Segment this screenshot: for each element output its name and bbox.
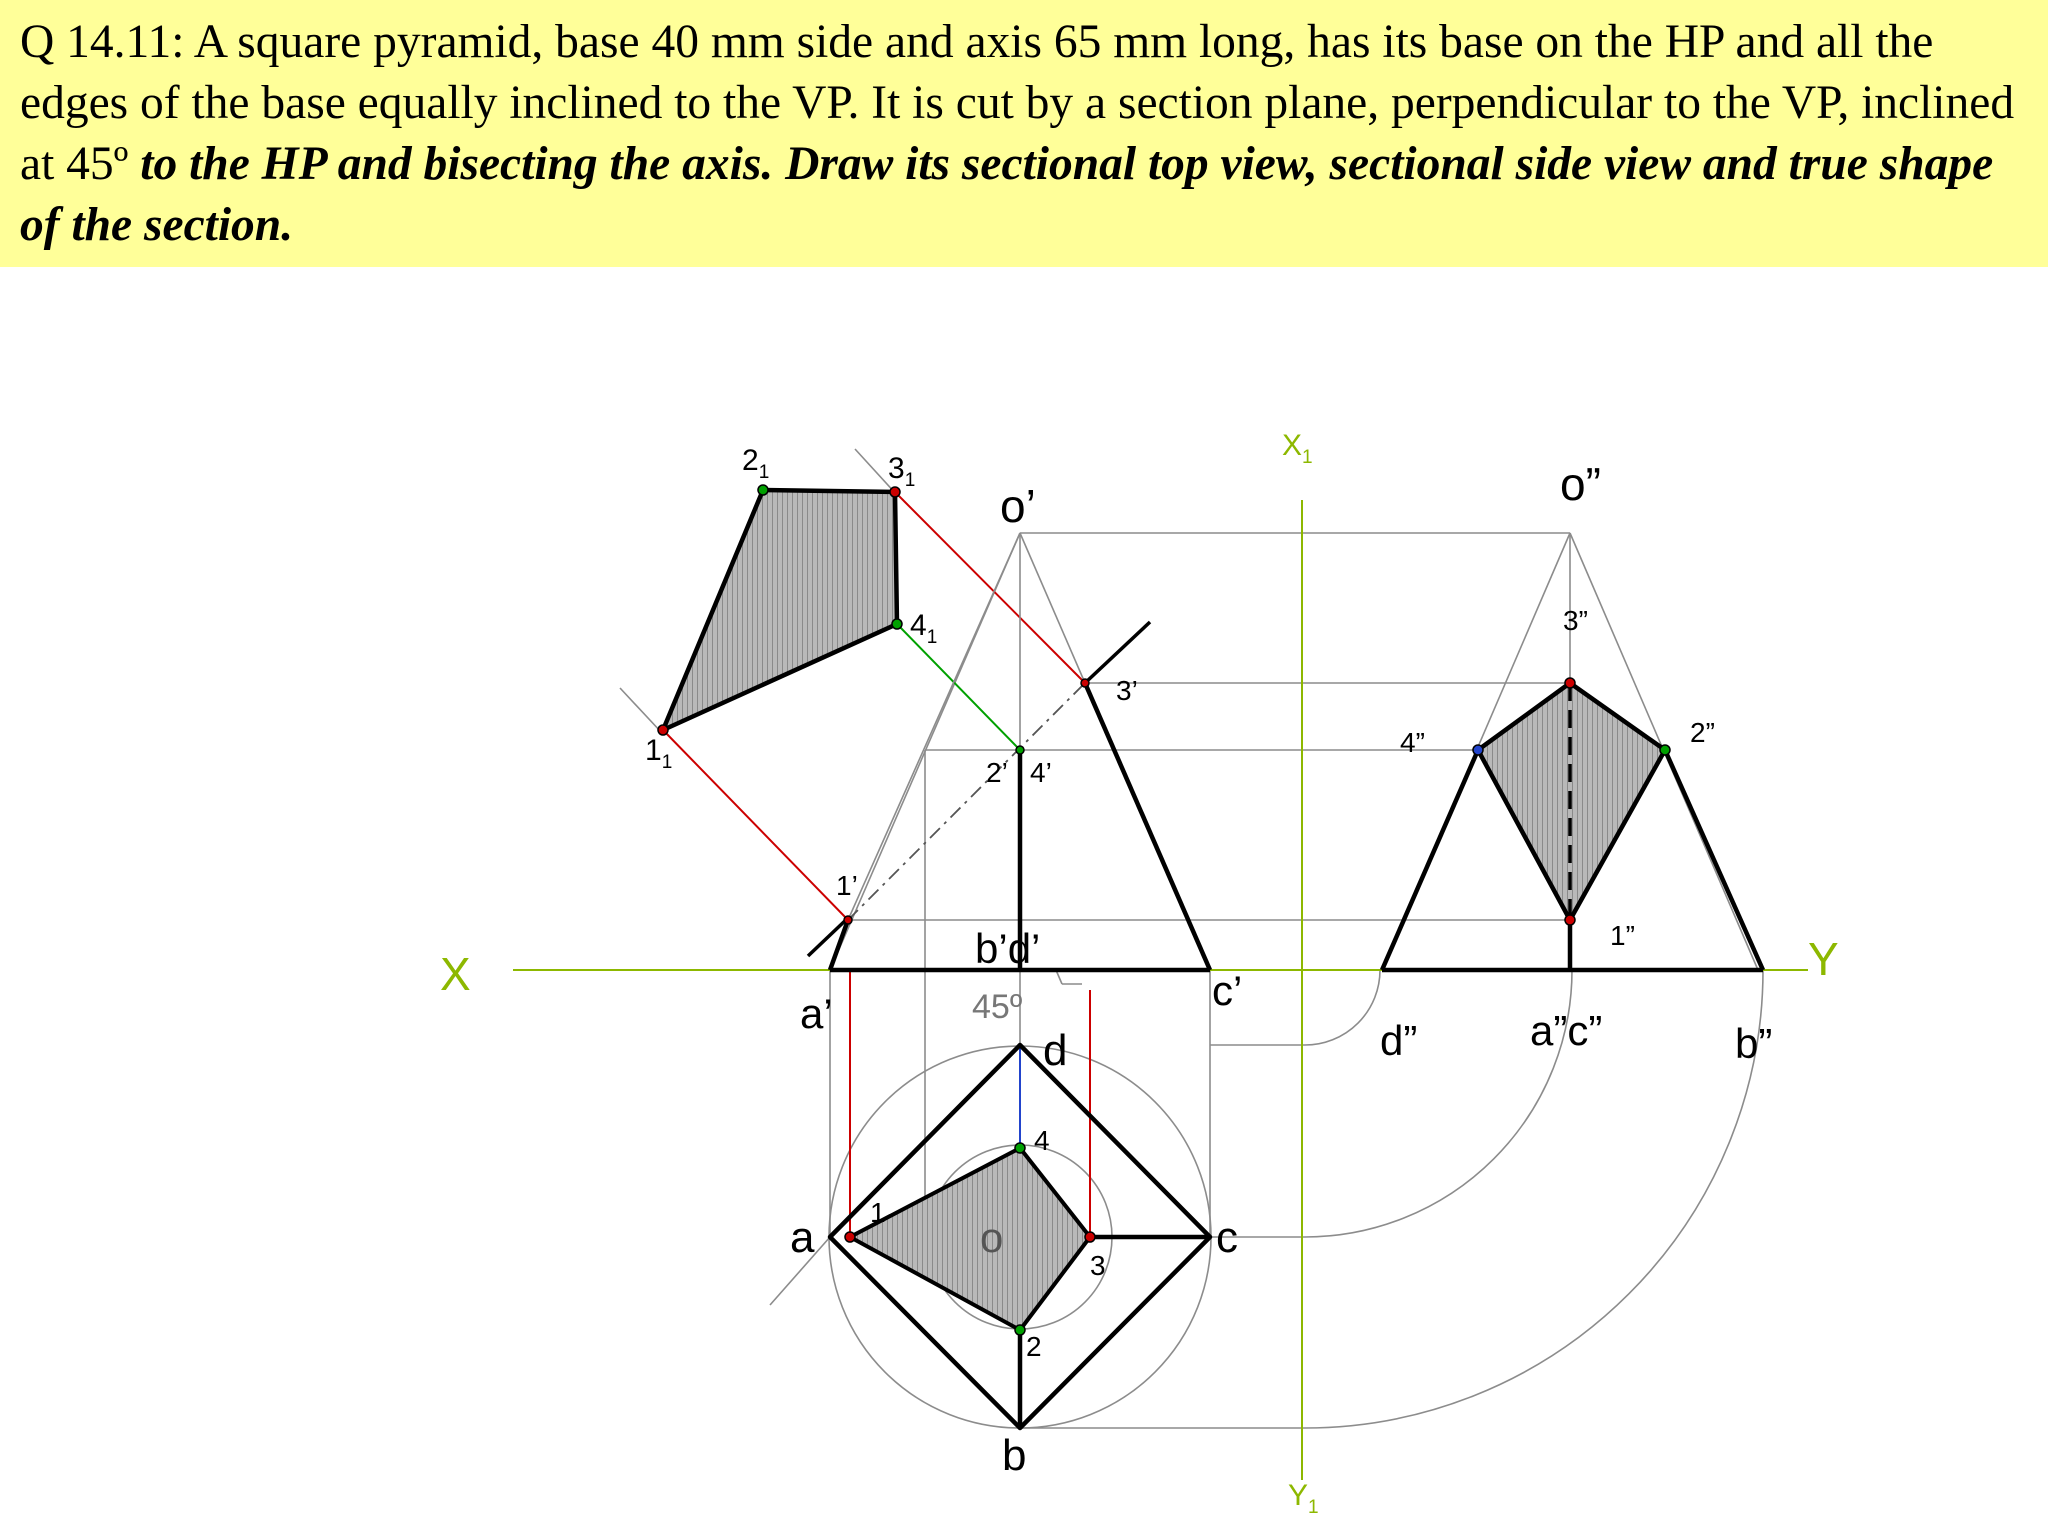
true-shape-section (663, 490, 897, 730)
ts2-subscript: 1 (758, 462, 770, 483)
x1-label (1282, 429, 1313, 468)
label-1-side: 1” (1610, 920, 1635, 951)
true-shape-point-2 (758, 485, 768, 495)
y1-letter: Y (1288, 1479, 1309, 1512)
ts4-number: 4 (910, 609, 927, 642)
label-c-front: c’ (1212, 967, 1243, 1014)
drawing-labels (440, 429, 1839, 1518)
label-4-front: 4’ (1030, 757, 1052, 788)
ts3-number: 3 (888, 452, 905, 485)
top-point-4 (1015, 1143, 1025, 1153)
label-a-front: a’ (800, 990, 833, 1037)
label-3-front: 3’ (1116, 675, 1138, 706)
label-b-side: b” (1735, 1020, 1773, 1067)
red-projector-3 (895, 492, 1085, 683)
red-projector-1 (663, 730, 848, 920)
label-1-top: 1 (870, 1197, 886, 1228)
label-4-side: 4” (1400, 727, 1425, 758)
section-plane-end-upper (1085, 622, 1150, 683)
side-point-4 (1473, 745, 1483, 755)
x1-subscript: 1 (1302, 447, 1313, 468)
side-point-2 (1660, 745, 1670, 755)
side-point-1 (1565, 915, 1575, 925)
label-3-top: 3 (1090, 1250, 1106, 1281)
ts1-subscript: 1 (661, 752, 673, 773)
label-1-true-shape (645, 734, 672, 773)
true-shape-point-4 (892, 619, 902, 629)
true-shape-point-3 (890, 487, 900, 497)
label-o-front: o’ (1000, 480, 1036, 532)
true-shape-normal-1 (620, 688, 662, 733)
label-o-side: o” (1560, 458, 1601, 510)
front-point-3 (1081, 679, 1089, 687)
ts1-number: 1 (645, 734, 662, 767)
label-2-true-shape (742, 444, 769, 483)
top-point-3 (1085, 1232, 1095, 1242)
ts3-subscript: 1 (904, 470, 916, 491)
label-d-side: d” (1380, 1017, 1418, 1064)
x1-letter: X (1282, 429, 1303, 462)
y1-label (1288, 1479, 1319, 1518)
front-point-1 (844, 916, 852, 924)
label-2-top: 2 (1026, 1331, 1042, 1362)
question-lead: Q 14.11: A square pyramid, base 40 mm side and axis 65 mm long, has its base on the HP and all the edges of the base equally inclined to the VP. It is cut by a section plane, perpendicular to the VP, inclined at 45 (20, 16, 2015, 190)
label-3-true-shape (888, 452, 915, 491)
label-b-top: b (1002, 1431, 1027, 1480)
side-edge-d (1382, 750, 1478, 970)
d-quarter-arc (1305, 970, 1380, 1045)
label-4-top: 4 (1034, 1125, 1050, 1156)
label-o-top: o (980, 1214, 1004, 1261)
label-a-top: a (790, 1213, 815, 1262)
question-emphasis: to the HP and bisecting the axis. Draw its sectional top view, sectional side view and true shape of the section. (20, 138, 1994, 251)
section-plane-trace (848, 683, 1085, 920)
front-apex-edge-right (1020, 533, 1085, 683)
front-edge-o-c (1085, 683, 1210, 970)
y1-subscript: 1 (1308, 1497, 1319, 1518)
side-edge-b (1665, 750, 1763, 970)
label-2-side: 2” (1690, 717, 1715, 748)
top-sectional-area (850, 1148, 1090, 1330)
green-projector-24 (897, 624, 1020, 750)
label-bd-front: b’d’ (975, 925, 1041, 972)
ts2-number: 2 (742, 444, 759, 477)
top-point-1 (845, 1232, 855, 1242)
label-ac-side: a”c” (1530, 1007, 1603, 1054)
front-point-24 (1016, 746, 1024, 754)
label-3-side: 3” (1563, 605, 1588, 636)
label-1-front: 1’ (836, 870, 858, 901)
top-point-2 (1015, 1325, 1025, 1335)
label-c-top: c (1216, 1213, 1238, 1262)
label-angle: 45º (972, 988, 1023, 1026)
degree-mark: º (113, 138, 129, 190)
label-d-top: d (1043, 1026, 1068, 1075)
ts4-subscript: 1 (926, 627, 938, 648)
x-label: X (440, 948, 471, 1000)
side-point-3 (1565, 678, 1575, 688)
label-2-front: 2’ (986, 757, 1008, 788)
y-label: Y (1808, 933, 1839, 985)
